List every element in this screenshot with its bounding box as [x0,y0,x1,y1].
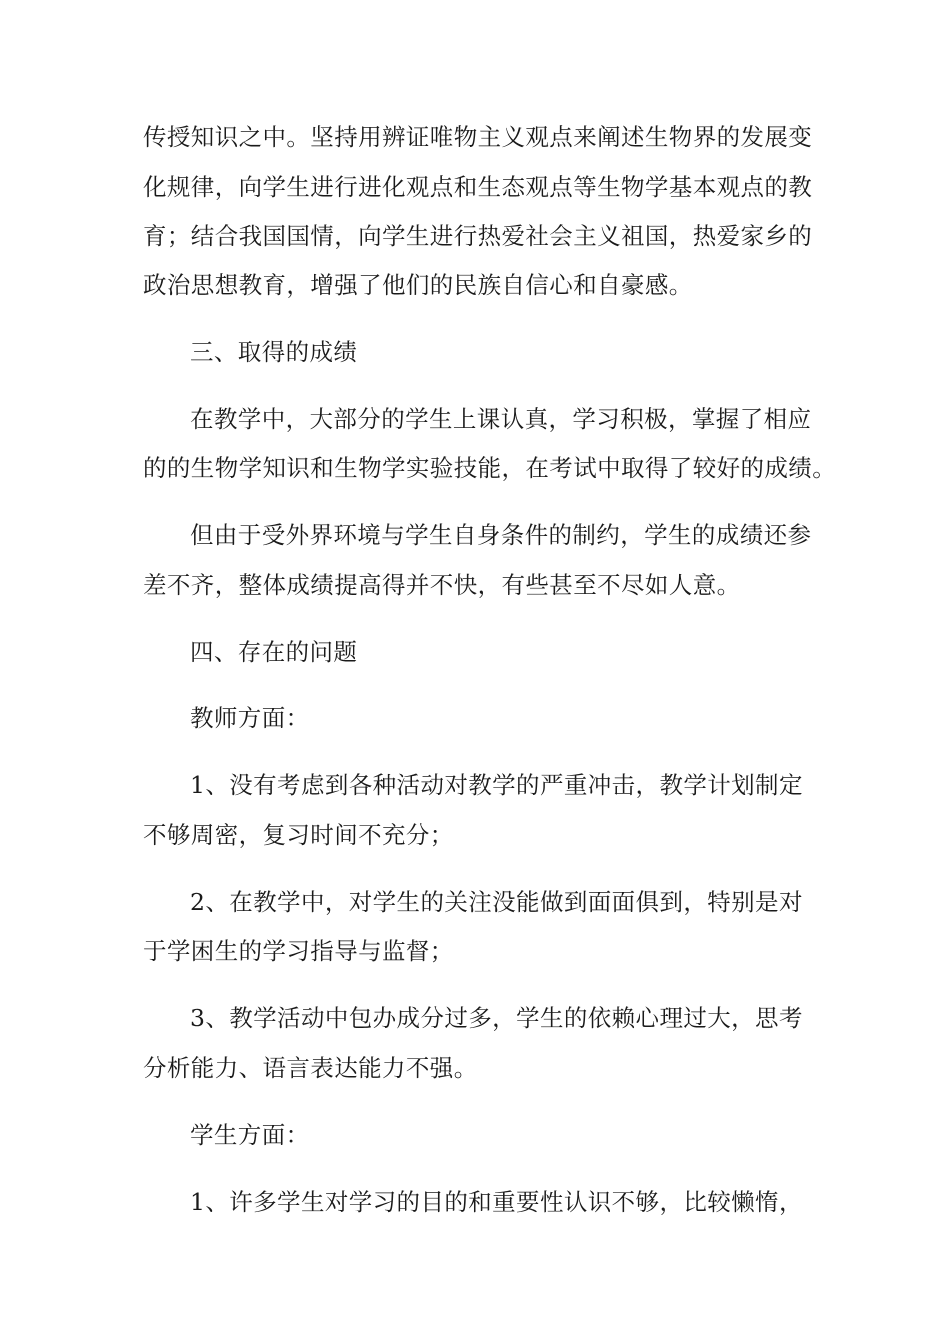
paragraph-line: 化规律，向学生进行进化观点和生态观点等生物学基本观点的教 [143,173,813,201]
list-item-line: 分析能力、语言表达能力不强。 [143,1054,478,1082]
paragraph-line: 政治思想教育，增强了他们的民族自信心和自豪感。 [143,271,693,299]
list-item-line: 1、没有考虑到各种活动对教学的严重冲击，教学计划制定 [190,771,803,799]
paragraph-line: 差不齐，整体成绩提高得并不快，有些甚至不尽如人意。 [143,571,741,599]
paragraph-line: 育；结合我国国情，向学生进行热爱社会主义祖国，热爱家乡的 [143,222,813,250]
section-heading-problems: 四、存在的问题 [190,638,358,666]
list-item-line: 于学困生的学习指导与监督； [143,937,454,965]
paragraph-line: 的的生物学知识和生物学实验技能，在考试中取得了较好的成绩。 [143,454,837,482]
subheading-teacher: 教师方面： [190,704,310,732]
list-item-line: 3、教学活动中包办成分过多，学生的依赖心理过大，思考 [190,1004,803,1032]
paragraph-line: 在教学中，大部分的学生上课认真，学习积极，掌握了相应 [190,405,812,433]
paragraph-line: 传授知识之中。坚持用辨证唯物主义观点来阐述生物界的发展变 [143,123,813,151]
paragraph-line: 但由于受外界环境与学生自身条件的制约，学生的成绩还参 [190,521,812,549]
section-heading-achievements: 三、取得的成绩 [190,338,358,366]
subheading-student: 学生方面： [190,1121,310,1149]
list-item-line: 1、许多学生对学习的目的和重要性认识不够，比较懒惰， [190,1188,803,1216]
list-item-line: 2、在教学中，对学生的关注没能做到面面俱到，特别是对 [190,888,803,916]
list-item-line: 不够周密，复习时间不充分； [143,821,454,849]
